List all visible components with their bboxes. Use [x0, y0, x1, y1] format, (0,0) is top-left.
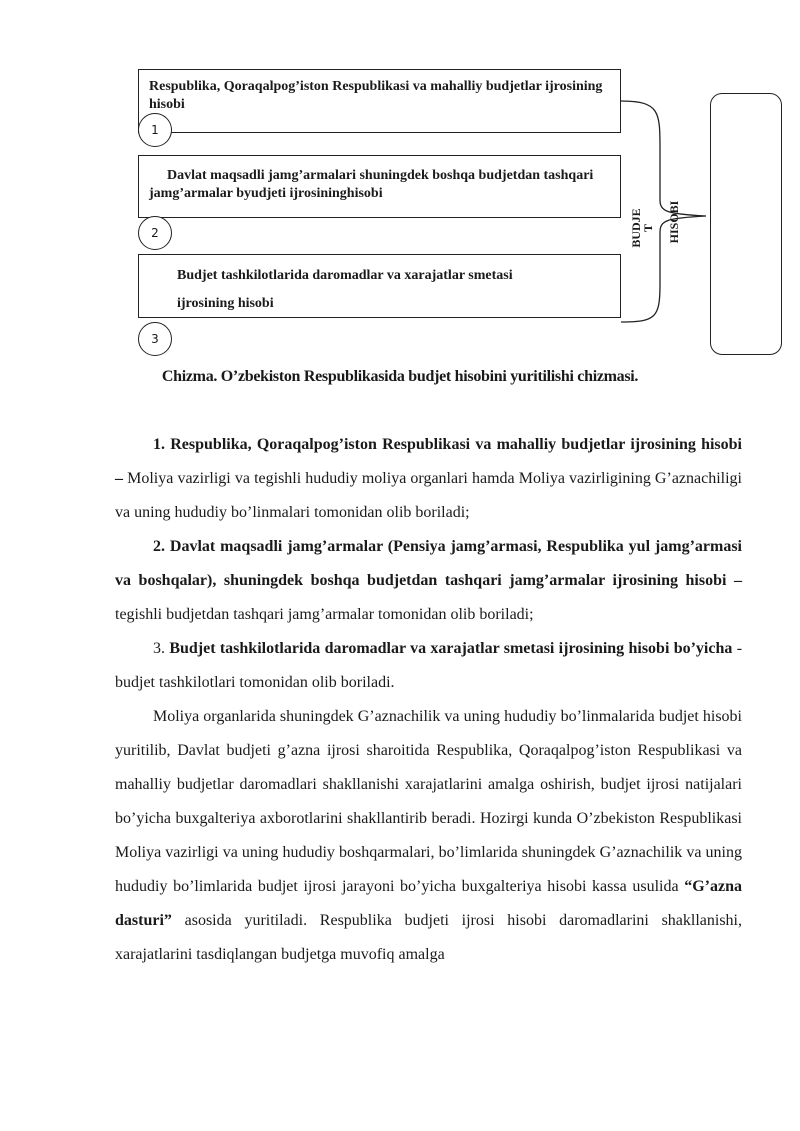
- paragraph-4-lead: “G’azna dasturi”: [115, 878, 742, 929]
- diagram-box-1-text: Respublika, Qoraqalpog’iston Respublikasi va mahalliy budjetlar ijrosining hisobi: [149, 79, 603, 112]
- diagram-box-3: [138, 254, 621, 318]
- paragraph-1-rest: Moliya vazirligi va tegishli hududiy moliya organlari hamda Moliya vazirligining G’aznachiligi va uning hududiy bo’linmalari tomonidan olib boriladi;: [115, 470, 742, 521]
- diagram-box-3-line2: ijrosining hisobi: [177, 296, 274, 311]
- diagram-box-1: [138, 69, 621, 133]
- number-circle-1: 1: [138, 113, 172, 147]
- paragraph-1: [115, 428, 742, 530]
- paragraph-2-rest: tegishli budjetdan tashqari jamg’armalar tomonidan olib boriladi;: [115, 606, 534, 623]
- paragraph-4-rest: asosida yuritiladi. Respublika budjeti ijrosi hisobi daromadlarini shakllanishi, xarajatlarini tasdiqlangan budjetga muvofiq amalga: [115, 912, 742, 963]
- diagram-caption: Chizma. O’zbekiston Respublikasida budjet hisobini yuritilishi chizmasi.: [161, 368, 639, 385]
- body-text: [115, 428, 742, 972]
- paragraph-1-lead: 1. Respublika, Qoraqalpog’iston Respublikasi va mahalliy budjetlar ijrosining hisobi –: [115, 436, 742, 487]
- number-circle-2: 2: [138, 216, 172, 250]
- diagram-box-2-text: Davlat maqsadli jamg’armalari shuningdek boshqa budjetdan tashqari jamg’armalar byudjeti ijrosininghisobi: [149, 168, 594, 201]
- paragraph-3: [115, 632, 742, 700]
- paragraph-2: [115, 530, 742, 632]
- budget-hisobi-box: [710, 93, 782, 355]
- side-label-hisobi: HISOBI: [667, 200, 681, 244]
- paragraph-3-lead: Budjet tashkilotlarida daromadlar va xarajatlar smetasi ijrosining hisobi bo’yicha: [169, 640, 733, 657]
- side-label-budjet: BUDJE T: [629, 208, 655, 248]
- paragraph-4-pre: Moliya organlarida shuningdek G’aznachilik va uning hududiy bo’linmalarida budjet hisobi yuritilib, Davlat budjeti g’azna ijrosi sharoitida Respublika, Qoraqalpog’iston Respublikasi va mahalliy budjetlar daromadlari shakllanishi xarajatlarini amalga oshirish, budjet ijrosi natijalari bo’yicha buxgalteriya axborotlarini shakllantirib beradi. Hozirgi kunda O’zbekiston Respublikasi Moliya vazirligi va uning hududiy boshqarmalari, bo’limlarida shuningdek G’aznachilik va uning hududiy bo’limlarida budjet ijrosi jarayoni bo’yicha buxgalteriya hisobi kassa usulida: [115, 708, 742, 895]
- number-circle-3: 3: [138, 322, 172, 356]
- diagram-box-2: [138, 155, 621, 218]
- paragraph-3-pre: 3.: [153, 640, 170, 657]
- diagram-box-3-line1: Budjet tashkilotlarida daromadlar va xarajatlar smetasi: [177, 268, 513, 283]
- paragraph-3-rest: -budjet tashkilotlari tomonidan olib boriladi.: [115, 640, 743, 691]
- paragraph-2-lead: 2. Davlat maqsadli jamg’armalar (Pensiya jamg’armasi, Respublika yul jamg’armasi va boshqalar), shuningdek boshqa budjetdan tashqari jamg’armalar ijrosining hisobi –: [115, 538, 742, 589]
- budget-diagram: [0, 0, 800, 370]
- paragraph-4: [115, 700, 742, 972]
